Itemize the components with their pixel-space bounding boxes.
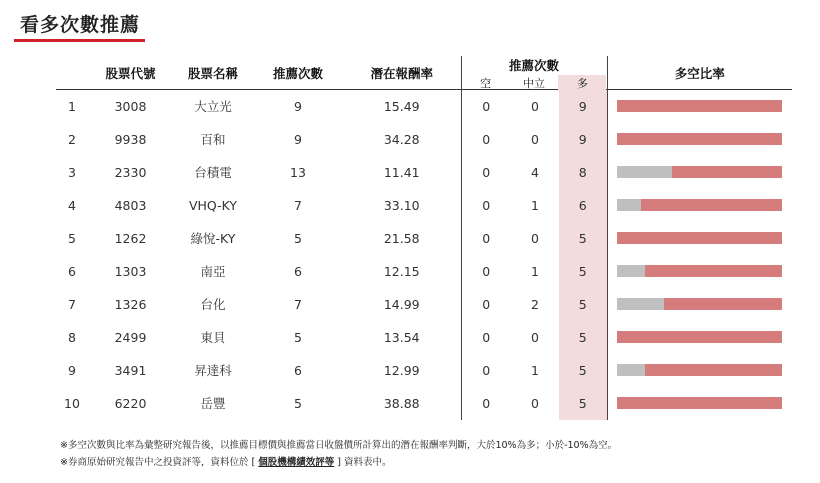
page-title: 看多次數推薦 xyxy=(20,14,141,36)
row-long-count: 5 xyxy=(559,255,607,288)
row-stock-code: 4803 xyxy=(114,197,147,213)
row-recommend-count: 9 xyxy=(294,131,302,147)
ratio-bar xyxy=(617,232,782,244)
ratio-bar xyxy=(617,331,782,343)
row-potential-return: 15.49 xyxy=(343,90,461,123)
row-stock-name: 台積電 xyxy=(194,165,232,180)
ratio-bar-neutral-fill xyxy=(617,265,645,277)
row-rank: 1 xyxy=(68,98,76,114)
table-body xyxy=(56,90,792,420)
row-neutral-count: 0 xyxy=(531,230,539,246)
title-underline xyxy=(14,39,145,42)
row-stock-name: 綠悅-KY xyxy=(190,231,236,246)
row-stock-code: 1326 xyxy=(114,296,147,312)
row-stock-code: 6220 xyxy=(114,395,147,411)
row-long-short-ratio xyxy=(607,189,792,222)
row-long-count: 5 xyxy=(559,354,607,387)
table-row xyxy=(56,288,792,321)
row-stock-name: 南亞 xyxy=(200,264,226,279)
row-recommend-count: 7 xyxy=(294,197,302,213)
footnote-2 xyxy=(60,454,617,471)
row-neutral-count: 1 xyxy=(531,263,539,279)
row-potential-return: 34.28 xyxy=(343,123,461,156)
row-long-count: 5 xyxy=(559,387,607,420)
row-recommend-count: 5 xyxy=(294,230,302,246)
row-rank: 3 xyxy=(68,164,76,180)
row-long-short-ratio xyxy=(607,321,792,354)
row-stock-name: 岳豐 xyxy=(200,396,226,411)
row-rank: 9 xyxy=(68,362,76,378)
row-neutral-count: 2 xyxy=(531,296,539,312)
row-short-count: 0 xyxy=(482,395,491,411)
row-long-count: 8 xyxy=(559,156,607,189)
row-potential-return: 11.41 xyxy=(343,156,461,189)
row-stock-name: 台化 xyxy=(200,297,226,312)
row-neutral-count: 0 xyxy=(531,395,539,411)
row-long-short-ratio xyxy=(607,387,792,420)
footnotes xyxy=(60,437,617,471)
row-long-short-ratio xyxy=(607,354,792,387)
row-potential-return: 13.54 xyxy=(343,321,461,354)
row-rank: 2 xyxy=(68,131,76,147)
ratio-bar-neutral-fill xyxy=(617,364,645,376)
header-recommend-breakdown xyxy=(461,56,607,90)
ratio-bar xyxy=(617,166,782,178)
row-long-count: 5 xyxy=(559,288,607,321)
row-recommend-count: 5 xyxy=(294,395,302,411)
row-stock-name: 東貝 xyxy=(200,330,226,345)
header-stock-code: 股票代號 xyxy=(105,65,156,81)
header-long-short-ratio: 多空比率 xyxy=(674,65,725,81)
row-recommend-count: 6 xyxy=(294,263,302,279)
row-stock-code: 9938 xyxy=(114,131,147,147)
institution-rating-link[interactable]: 個股機構績效評等 xyxy=(258,457,335,468)
row-short-count: 0 xyxy=(482,131,491,147)
row-rank: 4 xyxy=(68,197,76,213)
row-long-count: 5 xyxy=(559,222,607,255)
header-recommend-count: 推薦次數 xyxy=(272,65,323,81)
footnote-1: ※多空次數與比率為彙整研究報告後，以推薦目標價與推薦當日收盤價所計算出的潛在報酬率判斷，大於10%為多；小於-10%為空。 xyxy=(60,440,618,451)
header-breakdown-title: 推薦次數 xyxy=(508,58,559,73)
row-short-count: 0 xyxy=(482,164,491,180)
row-stock-code: 3491 xyxy=(114,362,147,378)
row-long-short-ratio xyxy=(607,90,792,123)
row-long-short-ratio xyxy=(607,156,792,189)
row-short-count: 0 xyxy=(482,230,491,246)
table-row xyxy=(56,222,792,255)
ratio-bar xyxy=(617,199,782,211)
row-recommend-count: 5 xyxy=(294,329,302,345)
ratio-bar xyxy=(617,364,782,376)
row-long-count: 6 xyxy=(559,189,607,222)
table-row xyxy=(56,321,792,354)
row-rank: 10 xyxy=(64,395,80,411)
row-stock-code: 1262 xyxy=(114,230,147,246)
ratio-bar xyxy=(617,397,782,409)
row-neutral-count: 1 xyxy=(531,362,539,378)
row-neutral-count: 4 xyxy=(531,164,539,180)
row-potential-return: 12.15 xyxy=(343,255,461,288)
row-short-count: 0 xyxy=(482,197,491,213)
row-short-count: 0 xyxy=(482,329,491,345)
row-recommend-count: 7 xyxy=(294,296,302,312)
table-row xyxy=(56,156,792,189)
row-long-short-ratio xyxy=(607,222,792,255)
row-potential-return: 12.99 xyxy=(343,354,461,387)
row-stock-code: 2330 xyxy=(114,164,147,180)
row-short-count: 0 xyxy=(482,98,491,114)
ratio-bar xyxy=(617,100,782,112)
row-neutral-count: 0 xyxy=(531,131,539,147)
header-potential-return: 潛在報酬率 xyxy=(343,56,461,90)
row-short-count: 0 xyxy=(482,296,491,312)
header-neutral: 中立 xyxy=(522,77,545,90)
header-long: 多 xyxy=(558,75,606,91)
row-potential-return: 14.99 xyxy=(343,288,461,321)
row-neutral-count: 1 xyxy=(531,197,539,213)
row-rank: 7 xyxy=(68,296,76,312)
table-row xyxy=(56,387,792,420)
footnote-2-suffix: ] 資料表中。 xyxy=(334,457,392,468)
row-long-short-ratio xyxy=(607,288,792,321)
row-rank: 6 xyxy=(68,263,76,279)
row-stock-code: 2499 xyxy=(114,329,147,345)
row-long-count: 5 xyxy=(559,321,607,354)
header-stock-name: 股票名稱 xyxy=(187,65,238,81)
row-potential-return: 33.10 xyxy=(343,189,461,222)
row-neutral-count: 0 xyxy=(531,329,539,345)
table-row xyxy=(56,189,792,222)
row-stock-code: 3008 xyxy=(114,98,147,114)
row-long-short-ratio xyxy=(607,255,792,288)
row-potential-return: 38.88 xyxy=(343,387,461,420)
row-long-count: 9 xyxy=(559,123,607,156)
table-header-row xyxy=(56,56,792,90)
table-row xyxy=(56,90,792,123)
header-short: 空 xyxy=(480,77,492,90)
row-long-count: 9 xyxy=(559,90,607,123)
header-rank xyxy=(56,56,88,90)
ratio-bar xyxy=(617,133,782,145)
row-recommend-count: 9 xyxy=(294,98,302,114)
recommendation-table xyxy=(56,56,792,420)
row-stock-code: 1303 xyxy=(114,263,147,279)
row-recommend-count: 13 xyxy=(290,164,306,180)
table-row xyxy=(56,354,792,387)
row-long-short-ratio xyxy=(607,123,792,156)
ratio-bar xyxy=(617,298,782,310)
row-short-count: 0 xyxy=(482,362,491,378)
ratio-bar-neutral-fill xyxy=(617,298,664,310)
row-stock-name: 百和 xyxy=(200,132,226,147)
ratio-bar-neutral-fill xyxy=(617,166,672,178)
row-stock-name: 昇達科 xyxy=(194,363,232,378)
ratio-bar-neutral-fill xyxy=(617,199,641,211)
table-row xyxy=(56,123,792,156)
row-rank: 8 xyxy=(68,329,76,345)
footnote-2-prefix: ※券商原始研究報告中之投資評等，資料位於 [ xyxy=(60,457,259,468)
row-potential-return: 21.58 xyxy=(343,222,461,255)
row-recommend-count: 6 xyxy=(294,362,302,378)
row-stock-name: VHQ-KY xyxy=(188,197,238,213)
row-stock-name: 大立光 xyxy=(194,99,232,115)
table-row xyxy=(56,255,792,288)
ratio-bar xyxy=(617,265,782,277)
row-neutral-count: 0 xyxy=(531,98,539,114)
row-short-count: 0 xyxy=(482,263,491,279)
row-rank: 5 xyxy=(68,230,76,246)
